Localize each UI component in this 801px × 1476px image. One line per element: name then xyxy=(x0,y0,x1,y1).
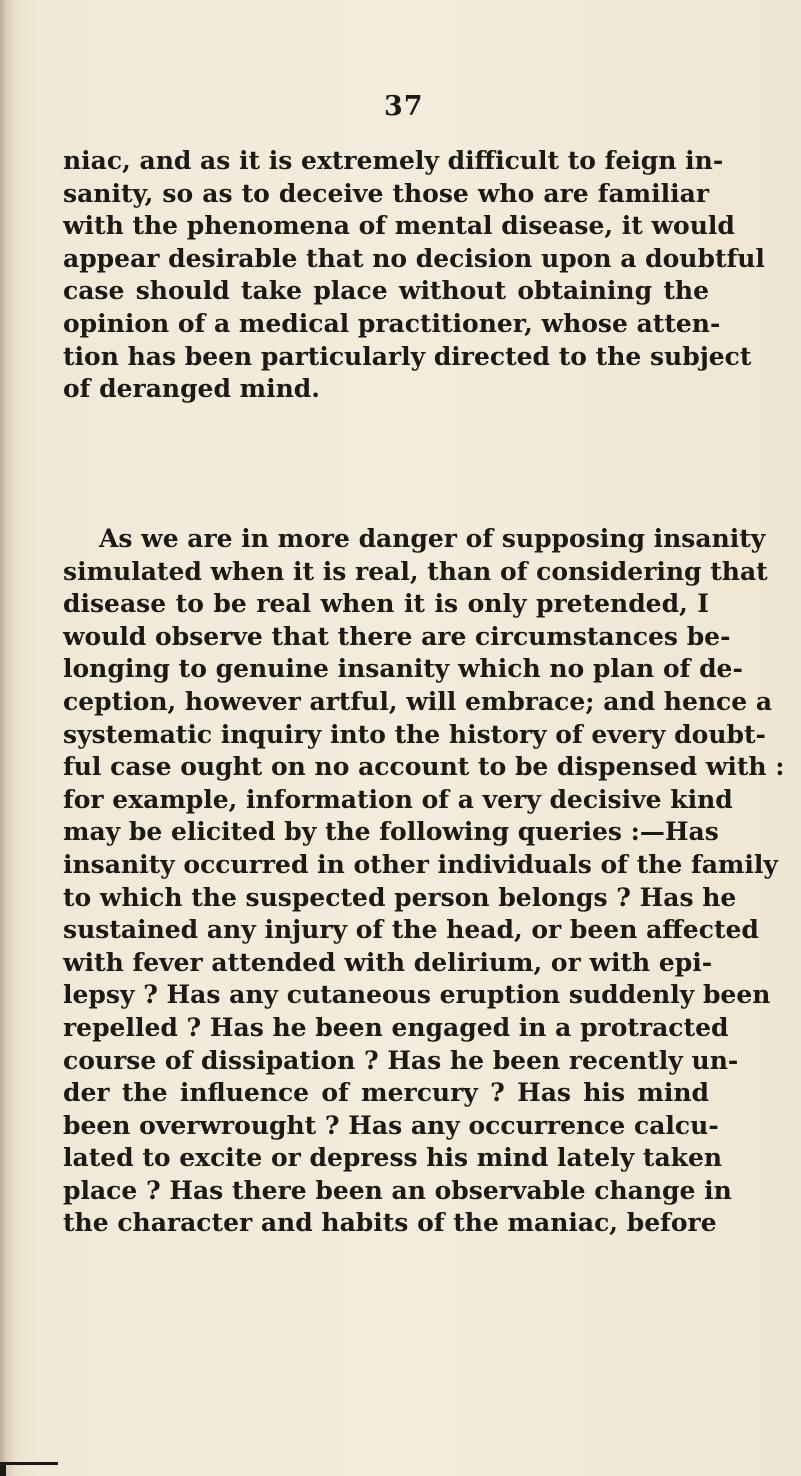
text-line: the character and habits of the maniac, before xyxy=(63,1208,717,1238)
text-line: to which the suspected person belongs ? Has he xyxy=(63,882,737,912)
text-line: would observe that there are circumstances be- xyxy=(63,621,731,651)
paragraph-2 xyxy=(63,523,785,1240)
text-line: with the phenomena of mental disease, it would xyxy=(63,211,735,241)
text-line: simulated when it is real, than of considering that xyxy=(63,556,768,586)
paragraph-1 xyxy=(63,145,765,406)
text-line: appear desirable that no decision upon a doubtful xyxy=(63,243,765,273)
text-line: may be elicited by the following queries :—Has xyxy=(63,817,719,847)
text-line: der the influence of mercury ? Has his mind xyxy=(63,1078,709,1108)
text-line: niac, and as it is extremely difficult to feign in- xyxy=(63,146,724,175)
text-line: with fever attended with delirium, or with epi- xyxy=(63,947,713,977)
text-line: tion has been particularly directed to the subject xyxy=(63,341,752,371)
text-line: sanity, so as to deceive those who are familiar xyxy=(63,178,709,208)
text-line: for example, information of a very decisive kind xyxy=(63,784,733,814)
text-line: ful case ought on no account to be dispensed with : xyxy=(63,752,785,782)
text-line: opinion of a medical practitioner, whose atten- xyxy=(63,308,721,338)
text-line: case should take place without obtaining the xyxy=(63,276,709,306)
text-line: of deranged mind. xyxy=(63,374,320,404)
text-line: course of dissipation ? Has he been recently un- xyxy=(63,1045,739,1075)
text-line: insanity occurred in other individuals of the family xyxy=(63,849,778,879)
text-line: lepsy ? Has any cutaneous eruption suddenly been xyxy=(63,980,771,1010)
text-line: As we are in more danger of supposing insanity xyxy=(99,524,766,553)
text-line: sustained any injury of the head, or been affected xyxy=(63,915,759,945)
text-line: place ? Has there been an observable change in xyxy=(63,1175,732,1205)
text-line: disease to be real when it is only pretended, I xyxy=(63,589,709,619)
text-line: ception, however artful, will embrace; and hence a xyxy=(63,686,773,716)
text-line: lated to excite or depress his mind lately taken xyxy=(63,1143,723,1173)
text-line: repelled ? Has he been engaged in a protracted xyxy=(63,1012,729,1042)
page-number: 37 xyxy=(384,91,424,122)
page-corner-mark xyxy=(0,1462,58,1476)
text-line: systematic inquiry into the history of every doubt- xyxy=(63,719,766,749)
text-line: longing to genuine insanity which no plan of de- xyxy=(63,654,743,684)
page-gutter-shadow xyxy=(0,0,14,1476)
text-line: been overwrought ? Has any occurrence calcu- xyxy=(63,1110,719,1140)
